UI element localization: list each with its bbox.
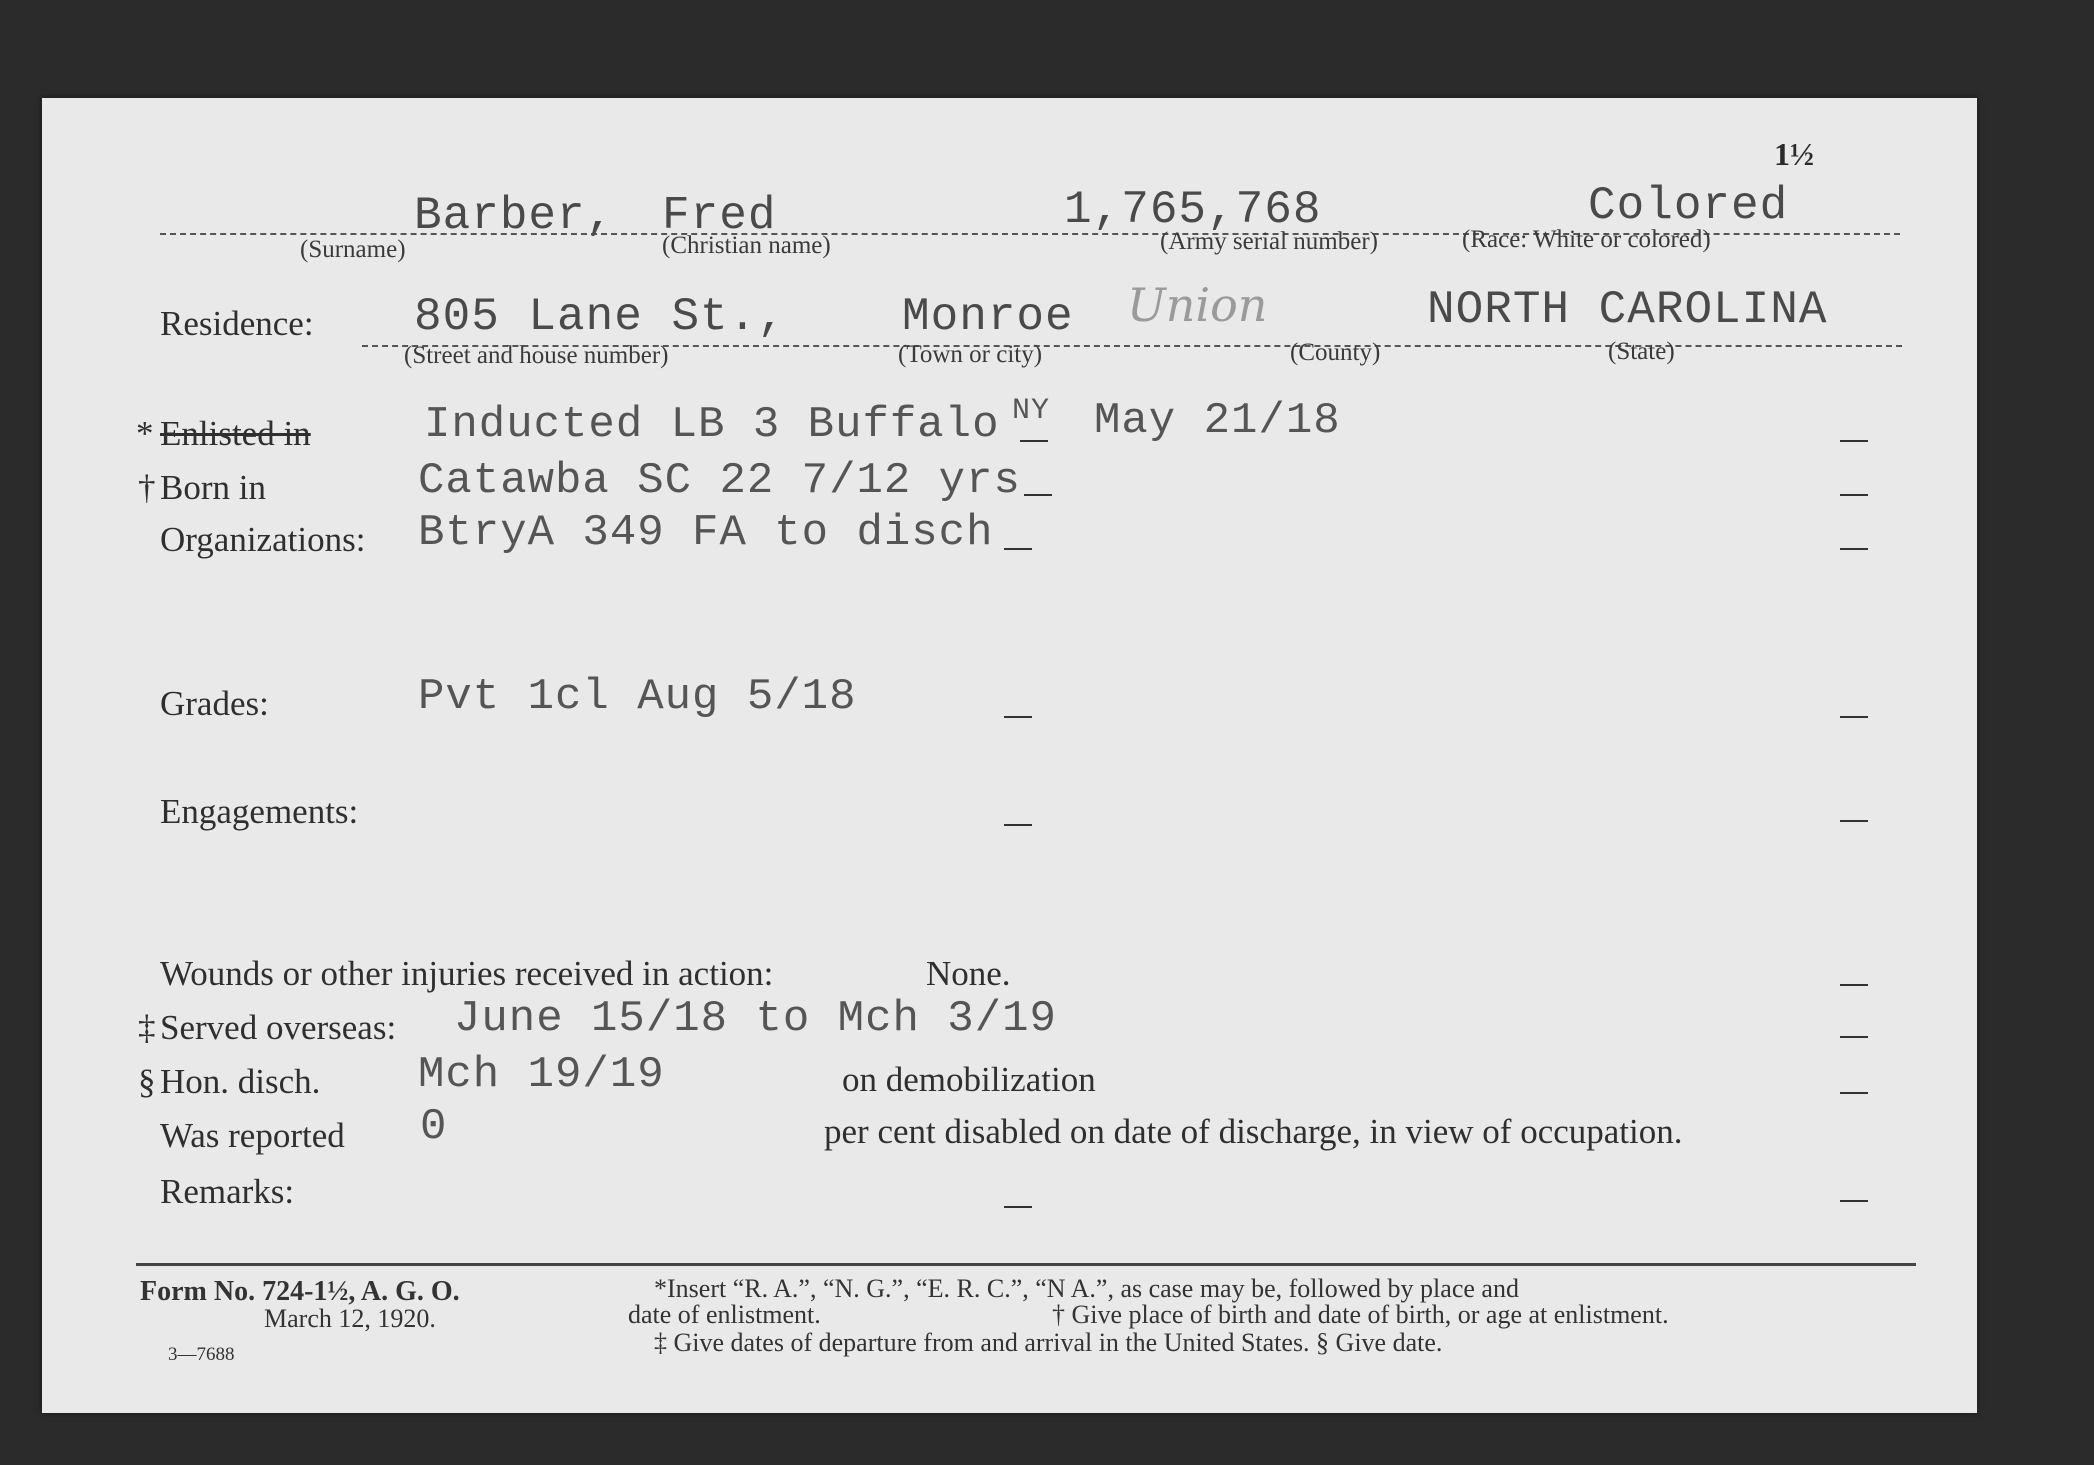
discharge-reason: on demobilization — [842, 1060, 1096, 1099]
discharge-value: Mch 19/19 — [418, 1050, 665, 1100]
engagements-end-tick — [1840, 820, 1868, 822]
enlisted-state-superscript: NY — [1012, 394, 1051, 428]
grades-mid-tick — [1004, 716, 1032, 718]
enlisted-marker: * — [136, 414, 154, 453]
remarks-mid-tick — [1004, 1206, 1032, 1208]
born-marker: † — [138, 468, 156, 507]
overseas-label: Served overseas: — [160, 1008, 397, 1047]
footnote-birth: † Give place of birth and date of birth, or age at enlistment. — [1052, 1300, 1669, 1329]
overseas-value: June 15/18 to Mch 3/19 — [454, 994, 1057, 1044]
race-caption: (Race: White or colored) — [1462, 226, 1711, 253]
wounds-value: None. — [926, 954, 1011, 993]
footer-rule — [136, 1263, 1916, 1266]
serial-number-value: 1,765,768 — [1064, 184, 1322, 236]
footnote-insert-cont: date of enlistment. — [628, 1300, 821, 1329]
grades-end-tick — [1840, 716, 1868, 718]
grades-value: Pvt 1cl Aug 5/18 — [418, 672, 857, 722]
organizations-label: Organizations: — [160, 520, 366, 559]
remarks-end-tick — [1840, 1200, 1868, 1202]
overseas-marker: ‡ — [138, 1008, 156, 1047]
overseas-end-tick — [1840, 1036, 1868, 1038]
town-caption: (Town or city) — [898, 341, 1043, 368]
enlisted-end-tick — [1840, 440, 1868, 442]
street-caption: (Street and house number) — [404, 342, 669, 369]
street-value: 805 Lane St., — [414, 291, 786, 343]
organizations-value: BtryA 349 FA to disch — [418, 508, 994, 558]
born-label: Born in — [160, 468, 266, 507]
state-caption: (State) — [1608, 338, 1675, 365]
form-date: March 12, 1920. — [264, 1304, 436, 1333]
engagements-mid-tick — [1004, 824, 1032, 826]
christian-name-caption: (Christian name) — [662, 232, 831, 259]
enlisted-mid-tick — [1020, 440, 1048, 442]
born-end-tick — [1840, 494, 1868, 496]
wounds-label: Wounds or other injuries received in action: — [160, 954, 774, 993]
reported-suffix: per cent disabled on date of discharge, in view of occupation. — [824, 1112, 1683, 1151]
organizations-mid-tick — [1004, 548, 1032, 550]
county-handwritten-value: Union — [1127, 278, 1268, 332]
serial-number-caption: (Army serial number) — [1160, 228, 1378, 255]
footnote-insert: *Insert “R. A.”, “N. G.”, “E. R. C.”, “N A.”, as case may be, followed by place and — [654, 1274, 1519, 1303]
organizations-end-tick — [1840, 548, 1868, 550]
surname-caption: (Surname) — [300, 236, 406, 263]
grades-label: Grades: — [160, 684, 269, 723]
born-value: Catawba SC 22 7/12 yrs — [418, 456, 1021, 506]
enlisted-value: Inducted LB 3 Buffalo — [424, 400, 1000, 450]
corner-number: 1½ — [1774, 136, 1814, 172]
race-value: Colored — [1588, 180, 1789, 232]
discharge-label: Hon. disch. — [160, 1062, 321, 1101]
residence-label: Residence: — [160, 304, 314, 343]
service-record-card — [42, 98, 1977, 1413]
wounds-end-tick — [1840, 984, 1868, 986]
footnote-overseas: ‡ Give dates of departure from and arrival in the United States. § Give date. — [654, 1328, 1443, 1357]
christian-name-value: Fred — [662, 190, 777, 242]
county-caption: (County) — [1290, 339, 1381, 366]
born-mid-tick — [1024, 494, 1052, 496]
form-number: Form No. 724-1½, A. G. O. — [140, 1276, 460, 1307]
print-code: 3—7688 — [168, 1344, 235, 1365]
town-value: Monroe — [902, 291, 1074, 343]
enlisted-date: May 21/18 — [1094, 396, 1341, 446]
state-value: NORTH CAROLINA — [1427, 284, 1828, 336]
surname-value: Barber, — [414, 190, 615, 242]
enlisted-label: Enlisted in — [160, 414, 311, 453]
discharge-marker: § — [138, 1062, 156, 1101]
reported-label: Was reported — [160, 1116, 345, 1155]
reported-value: 0 — [420, 1102, 448, 1152]
engagements-label: Engagements: — [160, 792, 359, 831]
remarks-label: Remarks: — [160, 1172, 295, 1211]
discharge-end-tick — [1840, 1092, 1868, 1094]
